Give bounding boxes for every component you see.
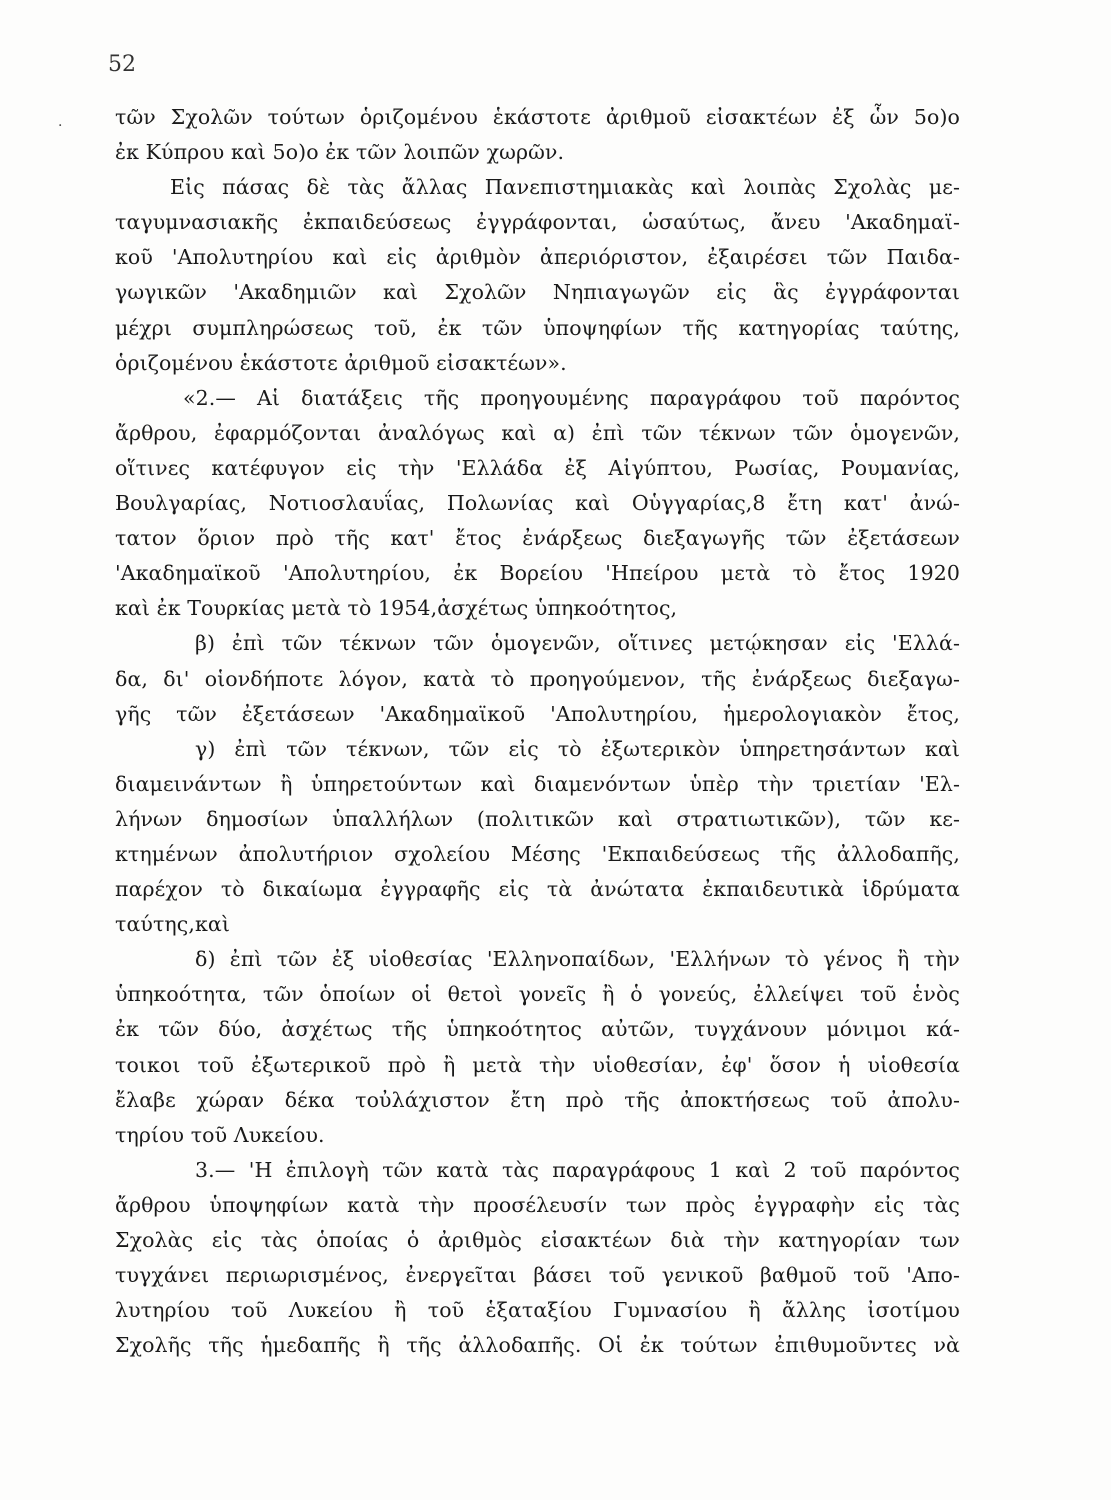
text-line: ἔλαβε χώραν δέκα τοὐλάχιστον ἔτη πρὸ τῆς ἀποκτήσεως τοῦ ἀπολυ- xyxy=(115,1087,960,1112)
text-line: ἐκ Κύπρου καὶ 5ο)ο ἐκ τῶν λοιπῶν χωρῶν. xyxy=(115,140,565,165)
text-line: παρέχον τὸ δικαίωμα ἐγγραφῆς εἰς τὰ ἀνώτατα ἐκπαιδευτικὰ ἱδρύματα xyxy=(115,877,960,902)
text-line: τυγχάνει περιωρισμένος, ἐνεργεῖται βάσει τοῦ γενικοῦ βαθμοῦ τοῦ 'Απο- xyxy=(115,1263,960,1288)
text-line: κτημένων ἀπολυτήριον σχολείου Μέσης 'Εκπαιδεύσεως τῆς ἀλλοδαπῆς, xyxy=(115,841,960,866)
text-line: γῆς τῶν ἐξετάσεων 'Ακαδημαϊκοῦ 'Απολυτηρίου, ἡμερολογιακὸν ἔτος, xyxy=(115,701,960,726)
text-line: Βουλγαρίας, Νοτιοσλαυΐας, Πολωνίας καὶ Οὑγγαρίας,8 ἔτη κατ' ἀνώ- xyxy=(115,491,960,516)
margin-mark: · xyxy=(58,118,63,134)
text-line: τατον ὅριον πρὸ τῆς κατ' ἔτος ἐνάρξεως διεξαγωγῆς τῶν ἐξετάσεων xyxy=(115,526,960,551)
text-line: ταύτης,καὶ xyxy=(115,912,230,937)
text-line: οἵτινες κατέφυγον εἰς τὴν 'Ελλάδα ἐξ Αἰγύπτου, Ρωσίας, Ρουμανίας, xyxy=(115,455,960,480)
text-line: λήνων δημοσίων ὑπαλλήλων (πολιτικῶν καὶ στρατιωτικῶν), τῶν κε- xyxy=(115,806,960,831)
text-line: μέχρι συμπληρώσεως τοῦ, ἐκ τῶν ὑποψηφίων τῆς κατηγορίας ταύτης, xyxy=(115,315,960,340)
text-line: 3.— 'Η ἐπιλογὴ τῶν κατὰ τὰς παραγράφους 1 καὶ 2 τοῦ παρόντος xyxy=(195,1157,960,1182)
text-line: γωγικῶν 'Ακαδημιῶν καὶ Σχολῶν Νηπιαγωγῶν εἰς ἃς ἐγγράφονται xyxy=(115,280,960,305)
text-line: διαμεινάντων ἢ ὑπηρετούντων καὶ διαμενόντων ὑπὲρ τὴν τριετίαν 'Ελ- xyxy=(115,771,960,796)
text-line: λυτηρίου τοῦ Λυκείου ἢ τοῦ ἑξαταξίου Γυμνασίου ἢ ἄλλης ἰσοτίμου xyxy=(115,1298,960,1323)
body-text xyxy=(115,100,960,1363)
text-line: ἄρθρου, ἐφαρμόζονται ἀναλόγως καὶ α) ἐπὶ τῶν τέκνων τῶν ὁμογενῶν, xyxy=(115,420,960,445)
text-line: β) ἐπὶ τῶν τέκνων τῶν ὁμογενῶν, οἵτινες μετῴκησαν εἰς 'Ελλά- xyxy=(195,631,960,656)
text-line: ἄρθρου ὑποψηφίων κατὰ τὴν προσέλευσίν των πρὸς ἐγγραφὴν εἰς τὰς xyxy=(115,1192,960,1217)
text-line: τοικοι τοῦ ἐξωτερικοῦ πρὸ ἢ μετὰ τὴν υἱοθεσίαν, ἐφ' ὅσον ἡ υἱοθεσία xyxy=(115,1052,960,1077)
text-line: 'Ακαδημαϊκοῦ 'Απολυτηρίου, ἐκ Βορείου 'Ηπείρου μετὰ τὸ ἔτος 1920 xyxy=(115,561,960,586)
text-line: καὶ ἐκ Τουρκίας μετὰ τὸ 1954,ἀσχέτως ὑπηκοότητος, xyxy=(115,596,678,621)
page-number: 52 xyxy=(108,52,136,77)
text-line: δα, δι' οἱονδήποτε λόγον, κατὰ τὸ προηγούμενον, τῆς ἐνάρξεως διεξαγω- xyxy=(115,666,960,691)
text-line: ὁριζομένου ἑκάστοτε ἀριθμοῦ εἰσακτέων». xyxy=(115,350,567,375)
text-line: «2.— Αἱ διατάξεις τῆς προηγουμένης παραγράφου τοῦ παρόντος xyxy=(183,385,960,410)
text-line: ἐκ τῶν δύο, ἀσχέτως τῆς ὑπηκοότητος αὐτῶν, τυγχάνουν μόνιμοι κά- xyxy=(115,1017,960,1042)
text-line: ταγυμνασιακῆς ἐκπαιδεύσεως ἐγγράφονται, ὡσαύτως, ἄνευ 'Ακαδημαϊ- xyxy=(115,210,960,235)
text-line: Σχολῆς τῆς ἡμεδαπῆς ἢ τῆς ἀλλοδαπῆς. Οἱ ἐκ τούτων ἐπιθυμοῦντες νὰ xyxy=(115,1333,960,1358)
text-line: γ) ἐπὶ τῶν τέκνων, τῶν εἰς τὸ ἐξωτερικὸν ὑπηρετησάντων καὶ xyxy=(195,736,960,761)
text-line: Εἰς πάσας δὲ τὰς ἄλλας Πανεπιστημιακὰς καὶ λοιπὰς Σχολὰς με- xyxy=(170,175,960,200)
text-line: ὑπηκοότητα, τῶν ὁποίων οἱ θετοὶ γονεῖς ἢ ὁ γονεύς, ἐλλείψει τοῦ ἑνὸς xyxy=(115,982,960,1007)
text-line: δ) ἐπὶ τῶν ἐξ υἱοθεσίας 'Ελληνοπαίδων, 'Ελλήνων τὸ γένος ἢ τὴν xyxy=(195,947,960,972)
text-line: τηρίου τοῦ Λυκείου. xyxy=(115,1122,325,1147)
text-line: κοῦ 'Απολυτηρίου καὶ εἰς ἀριθμὸν ἀπεριόριστον, ἐξαιρέσει τῶν Παιδα- xyxy=(115,245,960,270)
text-line: τῶν Σχολῶν τούτων ὁριζομένου ἑκάστοτε ἀριθμοῦ εἰσακτέων ἐξ ὧν 5ο)ο xyxy=(115,105,960,129)
text-line: Σχολὰς εἰς τὰς ὁποίας ὁ ἀριθμὸς εἰσακτέων διὰ τὴν κατηγορίαν των xyxy=(115,1228,960,1252)
